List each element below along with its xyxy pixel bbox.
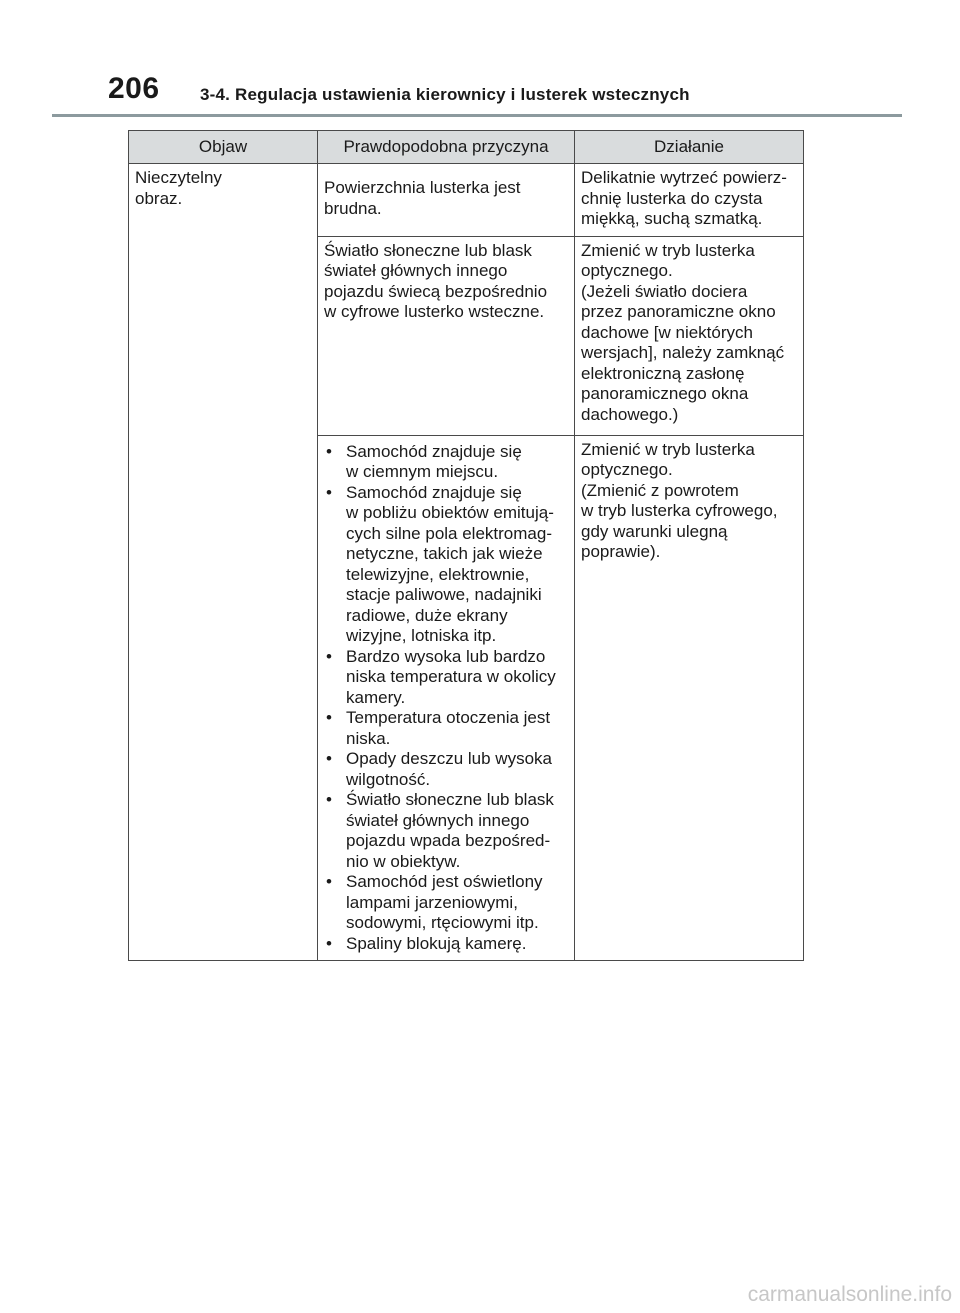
cause-list xyxy=(324,442,568,955)
list-item: • Bardzo wysoka lub bardzo niska temperatura w okolicy kamery. xyxy=(324,647,568,709)
table-header-row xyxy=(129,131,804,164)
page-number: 206 xyxy=(108,72,160,105)
list-item: • Samochód znajduje się w ciemnym miejscu. xyxy=(324,442,568,483)
troubleshooting-table xyxy=(128,130,804,961)
list-item: • Temperatura otoczenia jest niska. xyxy=(324,708,568,749)
column-header-action: Działanie xyxy=(575,131,804,164)
cause-cell: Światło słoneczne lub blask świateł głównych innego pojazdu świecą bezpośrednio w cyfrowe lusterko wsteczne. xyxy=(318,236,575,435)
cause-cell: Powierzchnia lusterka jest brudna. xyxy=(318,164,575,237)
list-item: • Opady deszczu lub wysoka wilgotność. xyxy=(324,749,568,790)
action-cell: Delikatnie wytrzeć powierz- chnię lusterka do czysta miękką, suchą szmatką. xyxy=(575,164,804,237)
list-item: • Samochód znajduje się w pobliżu obiektów emitują- cych silne pola elektromag- netyczne, takich jak wieże telewizyjne, elektrownie, stacje paliwowe, nadajniki radiowe, duże ekrany wizyjne, lotniska itp. xyxy=(324,483,568,647)
header-divider xyxy=(52,114,902,117)
list-item: • Spaliny blokują kamerę. xyxy=(324,934,568,955)
action-cell: Zmienić w tryb lusterka optycznego. (Jeżeli światło dociera przez panoramiczne okno dachowe [w niektórych wersjach], należy zamknąć elektroniczną zasłonę panoramicznego okna dachowego.) xyxy=(575,236,804,435)
watermark: carmanualsonline.info xyxy=(747,1283,952,1306)
column-header-cause: Prawdopodobna przyczyna xyxy=(318,131,575,164)
cause-cell xyxy=(318,435,575,961)
column-header-symptom: Objaw xyxy=(129,131,318,164)
list-item: • Światło słoneczne lub blask świateł głównych innego pojazdu wpada bezpośred- nio w obiektyw. xyxy=(324,790,568,872)
page-header xyxy=(52,72,902,116)
list-item: • Samochód jest oświetlony lampami jarzeniowymi, sodowymi, rtęciowymi itp. xyxy=(324,872,568,934)
action-cell: Zmienić w tryb lusterka optycznego. (Zmienić z powrotem w tryb lusterka cyfrowego, gdy warunki ulegną poprawie). xyxy=(575,435,804,961)
section-title: 3-4. Regulacja ustawienia kierownicy i lusterek wstecznych xyxy=(200,85,690,104)
table-row xyxy=(129,164,804,237)
symptom-cell: Nieczytelny obraz. xyxy=(129,164,318,961)
